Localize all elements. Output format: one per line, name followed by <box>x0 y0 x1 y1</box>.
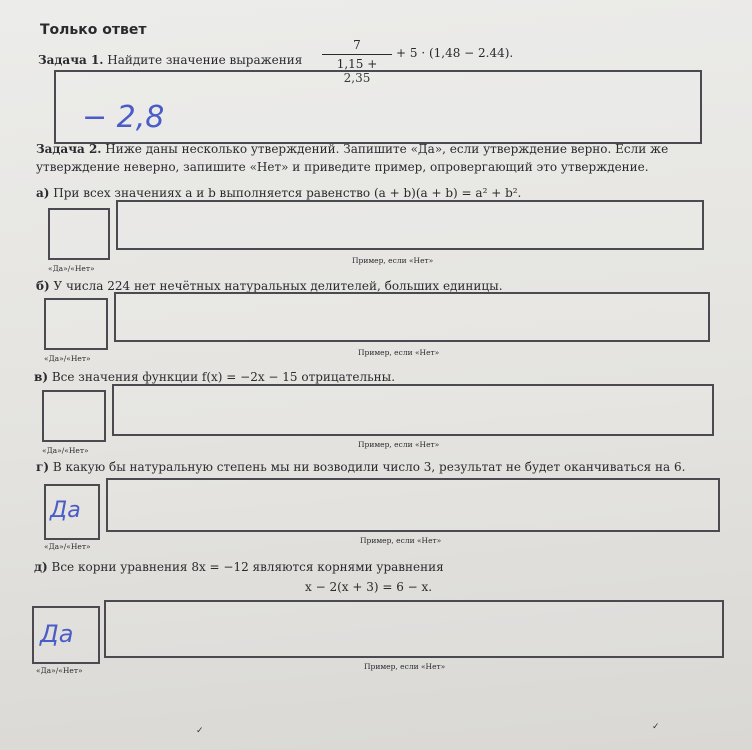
item-c-yes-no-box[interactable] <box>42 390 106 442</box>
item-e-text: Все корни уравнения 8x = −12 являются корнями уравнения <box>51 560 444 574</box>
task2-line1 <box>36 142 668 156</box>
item-c-example-label: Пример, если «Нет» <box>358 440 440 449</box>
fraction-bar <box>322 54 392 55</box>
task2-line1-text: Ниже даны несколько утверждений. Запишите «Да», если утверждение верно. Если же <box>105 142 669 156</box>
item-e-statement <box>34 560 444 574</box>
pen-mark-right: ✓ <box>652 722 660 732</box>
item-b-text: У числа 224 нет нечётных натуральных делителей, больших единицы. <box>53 279 503 293</box>
task1-text: Найдите значение выражения <box>107 53 303 67</box>
item-d-handwritten-answer: Да <box>50 498 81 523</box>
item-c-example-box[interactable] <box>112 384 714 436</box>
task1-answer-box[interactable] <box>54 70 702 144</box>
task1-label: Задача 1. <box>38 53 104 67</box>
item-d-yes-no-box[interactable] <box>44 484 100 540</box>
item-e-yes-no-label: «Да»/«Нет» <box>36 666 83 675</box>
item-d-text: В какую бы натуральную степень мы ни возводили число 3, результат не будет оканчиваться на 6. <box>52 460 686 474</box>
task2-label: Задача 2. <box>36 142 102 156</box>
item-a-example-label: Пример, если «Нет» <box>352 256 434 265</box>
item-b-yes-no-box[interactable] <box>44 298 108 350</box>
item-e-example-box[interactable] <box>104 600 724 658</box>
item-e-letter: д) <box>34 560 48 574</box>
item-e-equation: x − 2(x + 3) = 6 − x. <box>305 580 433 594</box>
item-b-letter: б) <box>36 279 50 293</box>
task1-handwritten-answer: − 2,8 <box>82 100 165 135</box>
item-b-statement <box>36 279 503 293</box>
item-c-letter: в) <box>34 370 49 384</box>
pen-mark-left: ✓ <box>196 726 204 736</box>
fraction-denominator: 1,15 + 2,35 <box>336 57 378 85</box>
task1-expression-tail: + 5 · (1,48 − 2.44). <box>396 46 514 60</box>
item-a-example-box[interactable] <box>116 200 704 250</box>
item-c-yes-no-label: «Да»/«Нет» <box>42 446 89 455</box>
task2-line2: утверждение неверно, запишите «Нет» и приведите пример, опровергающий это утверждение. <box>36 160 649 174</box>
item-a-text: При всех значениях a и b выполняется равенство (a + b)(a + b) = a² + b². <box>53 186 522 200</box>
item-e-yes-no-box[interactable] <box>32 606 100 664</box>
fraction-numerator: 7 <box>353 38 361 52</box>
item-a-yes-no-box[interactable] <box>48 208 110 260</box>
item-a-letter: а) <box>36 186 50 200</box>
item-e-handwritten-answer: Да <box>40 620 74 648</box>
page-heading: Только ответ <box>40 22 147 38</box>
item-a-yes-no-label: «Да»/«Нет» <box>48 264 95 273</box>
item-a-statement <box>36 186 521 200</box>
item-c-statement <box>34 370 395 384</box>
item-d-statement <box>36 460 685 474</box>
item-c-text: Все значения функции f(x) = −2x − 15 отрицательны. <box>51 370 396 384</box>
item-b-yes-no-label: «Да»/«Нет» <box>44 354 91 363</box>
item-b-example-box[interactable] <box>114 292 710 342</box>
item-d-letter: г) <box>36 460 50 474</box>
item-d-yes-no-label: «Да»/«Нет» <box>44 542 91 551</box>
task1-statement <box>38 53 302 67</box>
item-d-example-box[interactable] <box>106 478 720 532</box>
item-d-example-label: Пример, если «Нет» <box>360 536 442 545</box>
item-e-example-label: Пример, если «Нет» <box>364 662 446 671</box>
item-b-example-label: Пример, если «Нет» <box>358 348 440 357</box>
